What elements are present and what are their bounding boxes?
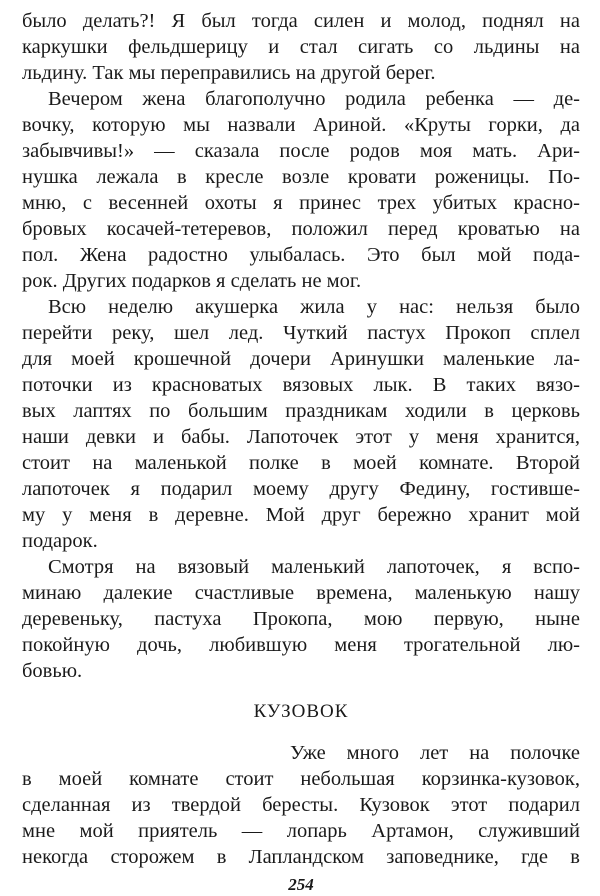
text-line: льдину. Так мы переправились на другой берег.: [22, 62, 436, 84]
text-line: вых лаптях по большим праздникам ходили в церковь: [22, 400, 580, 422]
text-line: некогда сторожем в Лапландском заповеднике, где в: [22, 846, 580, 868]
text-line: бровых косачей-тетеревов, положил перед кроватью на: [22, 218, 580, 240]
text-line: вочку, которую мы назвали Ариной. «Круты горки, да: [22, 114, 580, 136]
text-line: лапоточек я подарил моему другу Федину, гостивше-: [22, 478, 580, 500]
page-number: 254: [288, 875, 314, 894]
text-line: в моей комнате стоит небольшая корзинка-кузовок,: [22, 768, 580, 790]
text-line: забывчивы!» — сказала после родов моя мать. Ари-: [22, 140, 580, 162]
text-line: деревеньку, пастуха Прокопа, мою первую, ныне: [22, 608, 580, 630]
text-line: покойную дочь, любившую меня трогательной лю-: [22, 634, 580, 656]
text-line: мне мой приятель — лопарь Артамон, служивший: [22, 820, 580, 842]
text-line: стоит на маленькой полке в моей комнате. Второй: [22, 452, 580, 474]
text-line: поточки из красноватых вязовых лык. В таких вязо-: [22, 374, 580, 396]
text-line: му у меня в деревне. Мой друг бережно хранит мой: [22, 504, 580, 526]
text-line: пол. Жена радостно улыбалась. Это был мой пода-: [22, 244, 580, 266]
text-line: Уже много лет на полочке: [290, 742, 580, 764]
text-line: Вечером жена благополучно родила ребенка — де-: [48, 88, 580, 110]
text-line: наши девки и бабы. Лапоточек этот у меня хранится,: [22, 426, 580, 448]
text-line: было делать?! Я был тогда силен и молод, поднял на: [22, 10, 580, 32]
text-line: перейти реку, шел лед. Чуткий пастух Прокоп сплел: [22, 322, 580, 344]
text-line: нушка лежала в кресле возле кровати роженицы. По-: [22, 166, 580, 188]
text-line: для моей крошечной дочери Аринушки маленькие ла-: [22, 348, 580, 370]
section-heading: КУЗОВОК: [253, 701, 349, 722]
text-line: сделанная из твердой бересты. Кузовок этот подарил: [22, 794, 580, 816]
text-line: рок. Других подарков я сделать не мог.: [22, 270, 362, 292]
text-line: Всю неделю акушерка жила у нас: нельзя было: [48, 296, 580, 318]
text-line: подарок.: [22, 530, 98, 552]
text-line: бовью.: [22, 660, 83, 682]
text-line: Смотря на вязовый маленький лапоточек, я вспо-: [48, 556, 580, 578]
text-line: мню, с весенней охоты я принес трех убитых красно-: [22, 192, 580, 214]
text-line: минаю далекие счастливые времена, маленькую нашу: [22, 582, 580, 604]
text-line: каркушки фельдшерицу и стал сигать со льдины на: [22, 36, 580, 58]
